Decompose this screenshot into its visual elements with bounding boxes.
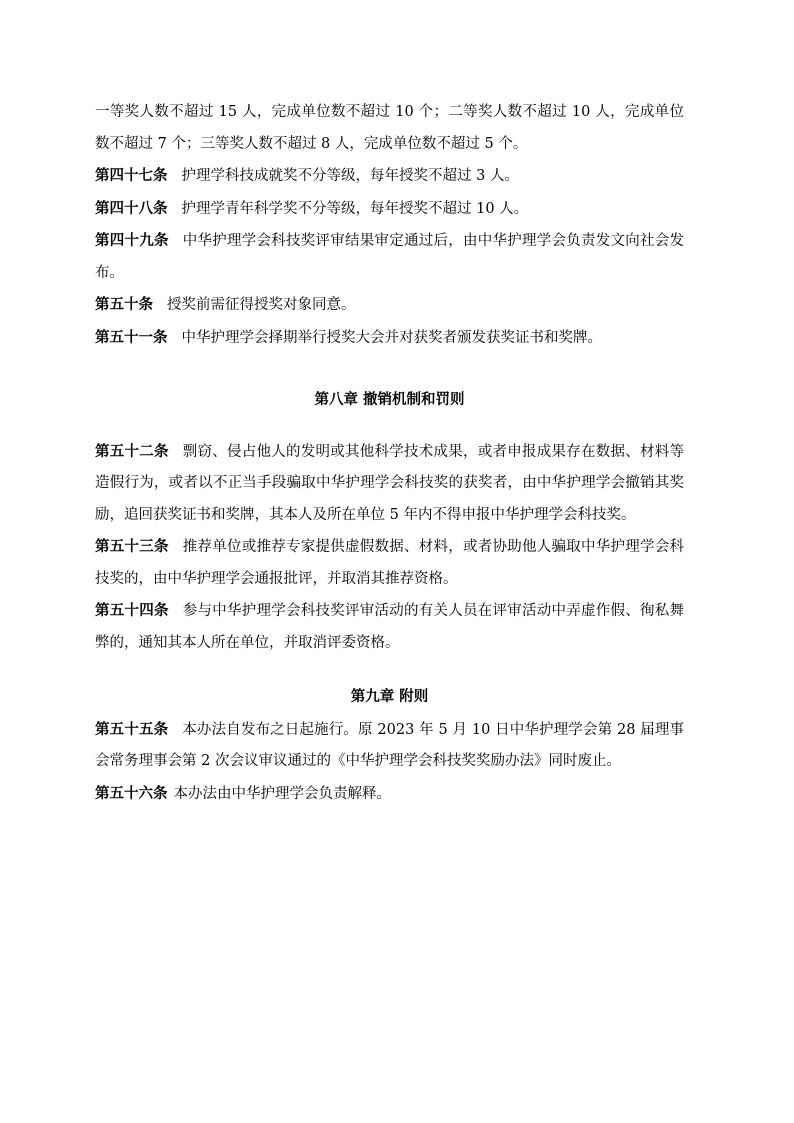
article-47 (95, 160, 684, 193)
article-55 (95, 714, 684, 778)
article-label: 第五十条 (95, 296, 153, 313)
article-51 (95, 322, 684, 355)
article-label: 第五十一条 (95, 328, 168, 346)
article-text: 授奖前需征得授奖对象同意。 (167, 297, 356, 313)
article-label: 第五十四条 (95, 602, 169, 619)
article-text: 护理学青年科学奖不分等级，每年授奖不超过 10 人。 (181, 200, 529, 217)
article-text: 本办法自发布之日起施行。原 2023 年 5 月 10 日中华护理学会第 28 届理事会常务理事会第 2 次会议审议通过的《中华护理学会科技奖奖励办法》同时废止。 (95, 721, 685, 769)
article-54 (95, 595, 684, 659)
article-53 (95, 531, 684, 595)
paragraph-text: 一等奖人数不超过 15 人，完成单位数不超过 10 个；二等奖人数不超过 10 人，完成单位数不超过 7 个；三等奖人数不超过 8 人，完成单位数不超过 5 个。 (95, 104, 684, 152)
article-label: 第五十六条 (95, 784, 168, 802)
article-49 (95, 225, 684, 289)
article-text: 剽窃、侵占他人的发明或其他科学技术成果，或者申报成果存在数据、材料等造假行为，或者以不正当手段骗取中华护理学会科技奖的获奖者，由中华护理学会撤销其奖励，追回获奖证书和奖牌，其本人及所在单位 5 年内不得申报中华护理学会科技奖。 (95, 443, 684, 523)
article-text: 参与中华护理学会科技奖评审活动的有关人员在评审活动中弄虚作假、徇私舞弊的，通知其本人所在单位，并取消评委资格。 (95, 603, 684, 651)
article-label: 第四十八条 (95, 199, 168, 217)
article-text: 中华护理学会科技奖评审结果审定通过后，由中华护理学会负责发文向社会发布。 (95, 233, 684, 281)
article-text: 中华护理学会择期举行授奖大会并对获奖者颁发获奖证书和奖牌。 (181, 329, 602, 346)
article-48 (95, 193, 684, 226)
article-text: 推荐单位或推荐专家提供虚假数据、材料，或者协助他人骗取中华护理学会科技奖的，由中华护理学会通报批评，并取消其推荐资格。 (95, 539, 684, 587)
article-50 (95, 289, 684, 322)
chapter-9-title: 第九章 附则 (350, 688, 429, 705)
article-label: 第四十九条 (95, 232, 169, 249)
article-label: 第五十二条 (95, 442, 169, 460)
article-label: 第五十三条 (95, 538, 169, 555)
article-text: 本办法由中华护理学会负责解释。 (173, 785, 391, 802)
article-52 (95, 436, 684, 532)
paragraph-award-quota (95, 97, 684, 160)
article-label: 第五十五条 (95, 720, 169, 738)
article-56 (95, 778, 684, 811)
article-label: 第四十七条 (95, 167, 168, 184)
chapter-9-heading (95, 681, 684, 714)
article-text: 护理学科技成就奖不分等级，每年授奖不超过 3 人。 (181, 168, 519, 184)
chapter-8-heading: 第八章 撤销机制和罚则 (314, 391, 465, 408)
